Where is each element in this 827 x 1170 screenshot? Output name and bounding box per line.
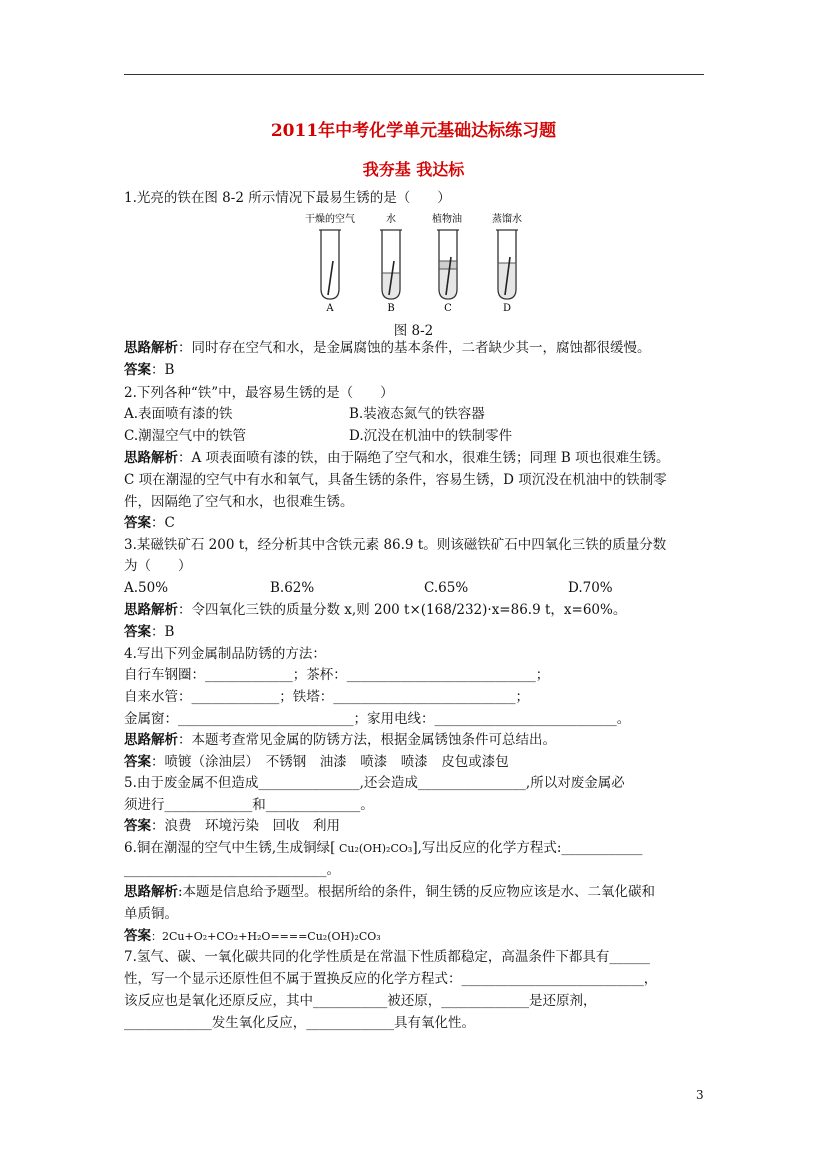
q6-text-line2: ______________________________。 xyxy=(124,862,340,878)
q4-answer xyxy=(124,754,509,770)
q5-text-line2: 须进行_____________和______________。 xyxy=(124,797,374,813)
option-d: D.沉没在机油中的铁制零件 xyxy=(349,428,513,444)
q7-line2: 性，写一个显示还原性但不属于置换反应的化学方程式：___________________________， xyxy=(124,971,658,987)
q2-text: 2.下列各种“铁”中，最容易生锈的是（ ） xyxy=(124,385,394,401)
tube-b-letter: B xyxy=(387,303,395,314)
analysis-text: ：同时存在空气和水，是金属腐蚀的基本条件，二者缺少其一，腐蚀都很缓慢。 xyxy=(178,340,651,356)
figure-caption: 图 8-2 xyxy=(393,323,434,339)
analysis-text: ：令四氧化三铁的质量分数 x,则 200 t×(168/232)·x=86.9 t，x=60%。 xyxy=(178,602,627,618)
answer-label: 答案 xyxy=(124,362,151,378)
option-d: D.70% xyxy=(568,580,613,596)
q5-text-line1: 5.由于废金属不但造成_______________,还会造成________________,所以对废金属必 xyxy=(124,775,625,791)
q4-line2: 自来水管：_____________；铁塔：___________________________； xyxy=(124,689,529,705)
q6-text-start: 6.铜在潮湿的空气中生锈,生成铜绿[ xyxy=(124,840,336,856)
malachite-formula: Cu₂(OH)₂CO₃ xyxy=(335,842,413,855)
answer-text: ：2Cu+O₂+CO₂+H₂O====Cu₂(OH)₂CO₃ xyxy=(151,930,381,943)
q6-text-line1 xyxy=(124,840,642,857)
answer-text: ：喷镀（涂油层） 不锈钢 油漆 喷漆 喷漆 皮包或漆包 xyxy=(151,754,509,770)
option-a: A.表面喷有漆的铁 xyxy=(124,406,233,422)
analysis-label: 思路解析 xyxy=(124,884,178,900)
tube-d-letter: D xyxy=(502,303,512,314)
header-rule xyxy=(124,74,704,75)
test-tube-a xyxy=(319,230,341,299)
q3-analysis xyxy=(124,602,626,618)
q5-answer xyxy=(124,818,340,834)
tube-a-label: 干燥的空气 xyxy=(305,214,355,225)
q3-options xyxy=(124,580,613,596)
q6-analysis-line2: 单质铜。 xyxy=(124,906,178,922)
page-number: 3 xyxy=(696,1088,704,1102)
q4-analysis xyxy=(124,732,556,748)
q7-line3: 该反应也是氧化还原反应，其中___________被还原，_____________是还原剂， xyxy=(124,993,597,1009)
answer-text: ：C xyxy=(151,515,175,531)
answer-label: 答案 xyxy=(124,754,151,770)
option-c: C.65% xyxy=(424,580,469,596)
answer-text: ：B xyxy=(151,624,175,640)
q1-answer xyxy=(124,362,174,378)
q6-text-end: ],写出反应的化学方程式:____________ xyxy=(412,840,643,856)
q2-analysis-line3: 件，因隔绝了空气和水，也很难生锈。 xyxy=(124,494,354,510)
q1-analysis xyxy=(124,340,651,356)
q4-line1: 自行车钢圈：_____________；茶杯：____________________________； xyxy=(124,667,550,683)
analysis-label: 思路解析 xyxy=(124,340,178,356)
tube-a-letter: A xyxy=(326,303,334,314)
q6-analysis-line1 xyxy=(124,884,655,900)
answer-label: 答案 xyxy=(124,624,151,640)
q2-options-row1 xyxy=(124,406,485,422)
tube-d-label: 蒸馏水 xyxy=(492,214,522,225)
tube-c-letter: C xyxy=(444,303,452,314)
analysis-text: ：本题考查常见金属的防锈方法，根据金属锈蚀条件可总结出。 xyxy=(178,732,556,748)
q2-analysis-line2: C 项在潮湿的空气中有水和氧气，具备生锈的条件，容易生锈，D 项沉没在机油中的铁制零 xyxy=(124,472,667,488)
answer-label: 答案 xyxy=(124,928,151,944)
q1-text: 1.光亮的铁在图 8-2 所示情况下最易生锈的是（ ） xyxy=(124,190,451,206)
q6-answer xyxy=(124,928,381,945)
section-subtitle: 我夯基 我达标 xyxy=(362,160,465,179)
analysis-text: ：A 项表面喷有漆的铁，由于隔绝了空气和水，很难生锈；同理 B 项也很难生锈。 xyxy=(178,450,670,466)
analysis-text: :本题是信息给予题型。根据所给的条件，铜生锈的反应物应该是水、二氧化碳和 xyxy=(178,884,656,900)
test-tube-d xyxy=(496,230,518,299)
analysis-label: 思路解析 xyxy=(124,732,178,748)
q7-line1: 7.氢气、碳、一氧化碳共同的化学性质是在常温下性质都稳定，高温条件下都具有______ xyxy=(124,949,650,965)
test-tube-figure xyxy=(300,211,530,315)
test-tube-c xyxy=(437,230,459,299)
tube-b-label: 水 xyxy=(386,214,396,225)
document-title: 2011年中考化学单元基础达标练习题 xyxy=(270,121,557,141)
answer-text: ：浪费 环境污染 回收 利用 xyxy=(151,818,340,834)
q2-answer xyxy=(124,515,175,531)
q3-text-line1: 3.某磁铁矿石 200 t，经分析其中含铁元素 86.9 t。则该磁铁矿石中四氧化三铁的质量分数 xyxy=(124,537,667,553)
q2-options-row2 xyxy=(124,428,512,444)
option-b: B.62% xyxy=(270,580,315,596)
answer-label: 答案 xyxy=(124,818,151,834)
q4-text: 4.写出下列金属制品防锈的方法： xyxy=(124,646,326,662)
option-b: B.装液态氮气的铁容器 xyxy=(349,406,485,422)
q4-line3: 金属窗：__________________________；家用电线：___________________________。 xyxy=(124,711,631,727)
answer-label: 答案 xyxy=(124,515,151,531)
answer-text: ：B xyxy=(151,362,175,378)
test-tube-b xyxy=(380,230,402,299)
option-c: C.潮湿空气中的铁管 xyxy=(124,428,247,444)
option-a: A.50% xyxy=(124,580,169,596)
q3-answer xyxy=(124,624,174,640)
analysis-label: 思路解析 xyxy=(124,602,178,618)
q2-analysis-line1 xyxy=(124,450,670,466)
analysis-label: 思路解析 xyxy=(124,450,178,466)
tube-c-label: 植物油 xyxy=(432,214,462,225)
q7-line4: _____________发生氧化反应，_____________具有氧化性。 xyxy=(124,1015,475,1031)
q3-text-line2: 为（ ） xyxy=(124,558,192,574)
